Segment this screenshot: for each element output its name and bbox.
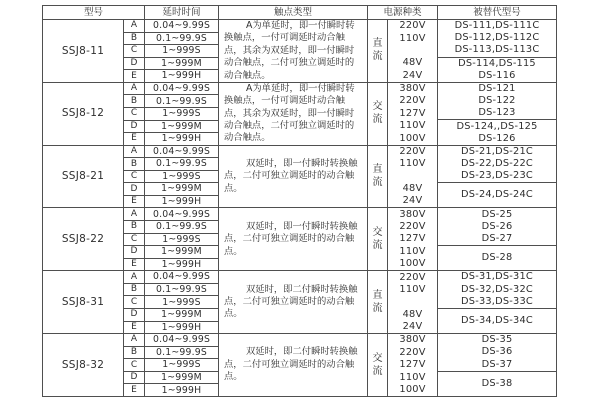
model-group-row <box>43 83 556 146</box>
power-kind-char: 直 <box>372 164 383 176</box>
delay-value: 1~999S <box>145 296 219 308</box>
model-group-row <box>43 20 556 83</box>
replaced-model: DS-24,DS-24C <box>461 189 533 201</box>
voltage-value: 110V <box>399 371 426 383</box>
row-letter: C <box>124 234 145 246</box>
voltage-value: 110V <box>399 32 426 44</box>
row-letter: E <box>124 196 145 208</box>
table-header-row <box>43 6 556 20</box>
model-cell: SSJ8-32 <box>43 334 124 396</box>
delay-rows <box>124 271 219 333</box>
model-cell: SSJ8-31 <box>43 271 124 333</box>
voltage-value: 100V <box>399 383 426 395</box>
header-cell-model: 型号 <box>43 6 145 19</box>
delay-value: 1~999M <box>145 58 219 70</box>
model-group-row <box>43 271 556 334</box>
delay-value: 1~999S <box>145 45 219 57</box>
voltage-value: 220V <box>399 145 426 157</box>
delay-rows <box>124 20 219 82</box>
voltage-value: 110V <box>399 283 426 295</box>
replaced-models-top <box>438 334 556 372</box>
delay-value: 0.1~99.9S <box>145 347 219 359</box>
replaced-models-cell <box>438 271 556 333</box>
replaced-model: DS-23,DS-23C <box>461 170 533 182</box>
replaced-model: DS-32,DS-32C <box>461 283 533 295</box>
delay-value: 1~999S <box>145 234 219 246</box>
row-letter: D <box>124 246 145 258</box>
delay-value: 0.1~99.9S <box>145 33 219 45</box>
power-kind-char: 流 <box>372 302 383 314</box>
delay-value: 1~999H <box>145 259 219 271</box>
delay-value: 1~999H <box>145 70 219 82</box>
delay-value: 1~999M <box>145 183 219 195</box>
row-letter: B <box>124 347 145 359</box>
delay-row <box>124 33 219 46</box>
contact-type-text: 双延时，即二付瞬时转换触点，二付可独立调延时的动合触点。 <box>224 346 358 383</box>
voltage-value: 380V <box>399 208 426 220</box>
delay-value: 0.04~9.99S <box>145 334 219 346</box>
voltage-value: 48V <box>402 308 423 320</box>
delay-row <box>124 271 219 284</box>
replaced-model: DS-28 <box>481 252 513 264</box>
row-letter: A <box>124 20 145 32</box>
power-kind-char: 交 <box>372 352 383 364</box>
row-letter: D <box>124 121 145 133</box>
header-cell-delay: 延时时间 <box>145 6 219 19</box>
delay-row <box>124 296 219 309</box>
voltage-value: 380V <box>399 334 426 346</box>
row-letter: A <box>124 208 145 220</box>
delay-value: 1~999H <box>145 133 219 145</box>
replaced-model: DS-22,DS-22C <box>461 157 533 169</box>
row-letter: B <box>124 284 145 296</box>
delay-value: 0.1~99.9S <box>145 95 219 107</box>
contact-type-text: A为单延时，即一付瞬时转换触点，一付可调延时动合触点，其余为双延时，即一付瞬时动合触点，二付可独立调延时的动合触点。 <box>224 82 355 144</box>
relay-spec-table <box>42 5 557 397</box>
voltage-value: 110V <box>399 158 426 170</box>
delay-row <box>124 221 219 234</box>
model-cell: SSJ8-12 <box>43 83 124 145</box>
power-kind-char: 流 <box>372 239 383 251</box>
replaced-models-bottom <box>438 372 556 396</box>
power-kind-char: 流 <box>372 114 383 126</box>
delay-rows <box>124 83 219 145</box>
power-kind-cell <box>368 271 388 333</box>
model-cell: SSJ8-11 <box>43 20 124 82</box>
voltage-value: 380V <box>399 83 426 95</box>
delay-row <box>124 70 219 82</box>
replaced-models-bottom <box>438 309 556 333</box>
row-letter: E <box>124 133 145 145</box>
delay-row <box>124 133 219 145</box>
delay-value: 1~999M <box>145 372 219 384</box>
table-body <box>43 20 556 396</box>
delay-row <box>124 322 219 334</box>
delay-rows <box>124 146 219 208</box>
delay-value: 0.04~9.99S <box>145 208 219 220</box>
replaced-models-bottom <box>438 183 556 207</box>
delay-value: 0.1~99.9S <box>145 284 219 296</box>
row-letter: E <box>124 384 145 396</box>
replaced-model: DS-123 <box>478 107 516 119</box>
replaced-models-cell <box>438 146 556 208</box>
contact-type-text: 双延时，即一付瞬时转换触点，二付可独立调延时的动合触点。 <box>224 220 358 257</box>
power-kind-cell <box>368 146 388 208</box>
replaced-model: DS-121 <box>478 83 516 94</box>
delay-value: 1~999M <box>145 121 219 133</box>
voltage-value: 127V <box>399 233 426 245</box>
delay-row <box>124 45 219 58</box>
row-letter: D <box>124 58 145 70</box>
voltage-value: 220V <box>399 20 426 32</box>
replaced-model: DS-114,DS-115 <box>458 57 536 69</box>
voltage-value: 100V <box>399 132 426 144</box>
row-letter: B <box>124 158 145 170</box>
replaced-model: DS-113,DS-113C <box>454 44 540 56</box>
delay-row <box>124 108 219 121</box>
voltage-value: 220V <box>399 95 426 107</box>
delay-row <box>124 95 219 108</box>
replaced-models-top <box>438 83 556 121</box>
replaced-model: DS-34,DS-34C <box>461 315 533 327</box>
contact-type-cell <box>219 208 368 270</box>
power-kind-char: 直 <box>372 38 383 50</box>
delay-rows <box>124 334 219 396</box>
model-group-row <box>43 334 556 396</box>
voltage-value: 110V <box>399 245 426 257</box>
delay-row <box>124 309 219 322</box>
row-letter: A <box>124 271 145 283</box>
replaced-models-cell <box>438 208 556 270</box>
replaced-model: DS-33,DS-33C <box>461 295 533 307</box>
replaced-model: DS-35 <box>481 334 513 346</box>
delay-value: 1~999M <box>145 309 219 321</box>
delay-row <box>124 58 219 71</box>
delay-row <box>124 234 219 247</box>
header-cell-power: 电源种类 <box>368 6 438 19</box>
delay-value: 1~999H <box>145 384 219 396</box>
delay-row <box>124 146 219 159</box>
delay-row <box>124 347 219 360</box>
delay-row <box>124 183 219 196</box>
power-kind-char: 交 <box>372 101 383 113</box>
voltage-cell <box>388 208 438 270</box>
replaced-models-cell <box>438 20 556 82</box>
model-group-row <box>43 146 556 209</box>
row-letter: C <box>124 359 145 371</box>
contact-type-text: 双延时，即一付瞬时转换触点，二付可独立调延时的动合触点。 <box>224 157 358 194</box>
replaced-model: DS-21,DS-21C <box>461 145 533 157</box>
delay-value: 1~999S <box>145 171 219 183</box>
row-letter: C <box>124 108 145 120</box>
power-kind-char: 流 <box>372 51 383 63</box>
power-kind-char: 交 <box>372 226 383 238</box>
row-letter: C <box>124 45 145 57</box>
contact-type-cell <box>219 146 368 208</box>
voltage-value: 127V <box>399 107 426 119</box>
delay-row <box>124 359 219 372</box>
row-letter: E <box>124 70 145 82</box>
power-kind-cell <box>368 208 388 270</box>
voltage-value: 100V <box>399 258 426 270</box>
voltage-value: 24V <box>402 69 423 81</box>
model-group-row <box>43 208 556 271</box>
delay-row <box>124 372 219 385</box>
power-kind-char: 流 <box>372 177 383 189</box>
voltage-value: 110V <box>399 120 426 132</box>
delay-row <box>124 196 219 208</box>
voltage-value: 48V <box>402 183 423 195</box>
replaced-models-top <box>438 271 556 309</box>
delay-row <box>124 20 219 33</box>
delay-value: 0.1~99.9S <box>145 221 219 233</box>
replaced-model: DS-112,DS-112C <box>454 32 540 44</box>
row-letter: B <box>124 33 145 45</box>
replaced-model: DS-37 <box>481 358 513 370</box>
model-cell: SSJ8-22 <box>43 208 124 270</box>
replaced-models-cell <box>438 334 556 396</box>
voltage-value: 220V <box>399 271 426 283</box>
replaced-models-top <box>438 208 556 246</box>
voltage-value <box>388 170 437 182</box>
delay-value: 1~999H <box>145 196 219 208</box>
row-letter: D <box>124 183 145 195</box>
replaced-model: DS-26 <box>481 220 513 232</box>
power-kind-cell <box>368 334 388 396</box>
power-kind-char: 直 <box>372 289 383 301</box>
delay-row <box>124 121 219 134</box>
voltage-value: 220V <box>399 221 426 233</box>
delay-row <box>124 334 219 347</box>
replaced-model: DS-36 <box>481 346 513 358</box>
power-kind-cell <box>368 20 388 82</box>
delay-row <box>124 171 219 184</box>
replaced-models-top <box>438 146 556 184</box>
row-letter: A <box>124 83 145 95</box>
replaced-models-bottom <box>438 246 556 270</box>
voltage-value: 220V <box>399 346 426 358</box>
voltage-value: 24V <box>402 321 423 333</box>
replaced-model: DS-25 <box>481 208 513 220</box>
delay-value: 1~999H <box>145 322 219 334</box>
voltage-value: 24V <box>402 195 423 207</box>
replaced-model: DS-31,DS-31C <box>461 271 533 283</box>
delay-value: 0.04~9.99S <box>145 271 219 283</box>
contact-type-text: 双延时，即二付瞬时转换触点，二付可独立调延时的动合触点。 <box>224 283 358 320</box>
row-letter: C <box>124 171 145 183</box>
replaced-models-bottom <box>438 58 556 82</box>
delay-row <box>124 284 219 297</box>
voltage-value: 127V <box>399 359 426 371</box>
delay-value: 0.04~9.99S <box>145 83 219 95</box>
replaced-models-top <box>438 20 556 58</box>
replaced-model: DS-124,,DS-125 <box>456 120 538 132</box>
contact-type-cell <box>219 20 368 82</box>
row-letter: B <box>124 221 145 233</box>
delay-row <box>124 83 219 96</box>
contact-type-text: A为单延时，即一付瞬时转换触点，一付可调延时动合触点，其余为双延时，即一付瞬时动合触点，二付可独立调延时的动合触点。 <box>224 19 355 81</box>
delay-value: 0.04~9.99S <box>145 20 219 32</box>
contact-type-cell <box>219 271 368 333</box>
row-letter: E <box>124 259 145 271</box>
delay-value: 0.04~9.99S <box>145 146 219 158</box>
contact-type-cell <box>219 83 368 145</box>
delay-value: 1~999S <box>145 108 219 120</box>
replaced-model: DS-38 <box>481 377 513 389</box>
replaced-model: DS-111,DS-111C <box>454 20 540 32</box>
delay-row <box>124 208 219 221</box>
delay-row <box>124 259 219 271</box>
replaced-model: DS-126 <box>478 132 516 144</box>
replaced-models-cell <box>438 83 556 145</box>
power-kind-cell <box>368 83 388 145</box>
header-cell-contact: 触点类型 <box>219 6 368 19</box>
delay-row <box>124 158 219 171</box>
delay-row <box>124 384 219 396</box>
header-cell-replaced: 被替代型号 <box>473 6 521 18</box>
row-letter: D <box>124 309 145 321</box>
row-letter: D <box>124 372 145 384</box>
delay-rows <box>124 208 219 270</box>
row-letter: A <box>124 146 145 158</box>
replaced-model: DS-116 <box>478 69 516 81</box>
row-letter: E <box>124 322 145 334</box>
replaced-models-bottom <box>438 120 556 144</box>
replaced-model: DS-27 <box>481 232 513 244</box>
row-letter: C <box>124 296 145 308</box>
delay-value: 0.1~99.9S <box>145 158 219 170</box>
voltage-cell <box>388 146 438 208</box>
voltage-value <box>388 296 437 308</box>
power-kind-char: 流 <box>372 365 383 377</box>
delay-value: 1~999M <box>145 246 219 258</box>
voltage-value <box>388 45 437 57</box>
row-letter: B <box>124 95 145 107</box>
delay-value: 1~999S <box>145 359 219 371</box>
contact-type-cell <box>219 334 368 396</box>
voltage-cell <box>388 20 438 82</box>
row-letter: A <box>124 334 145 346</box>
voltage-cell <box>388 83 438 145</box>
voltage-cell <box>388 271 438 333</box>
voltage-cell <box>388 334 438 396</box>
model-cell: SSJ8-21 <box>43 146 124 208</box>
replaced-model: DS-122 <box>478 95 516 107</box>
delay-row <box>124 246 219 259</box>
voltage-value: 48V <box>402 57 423 69</box>
